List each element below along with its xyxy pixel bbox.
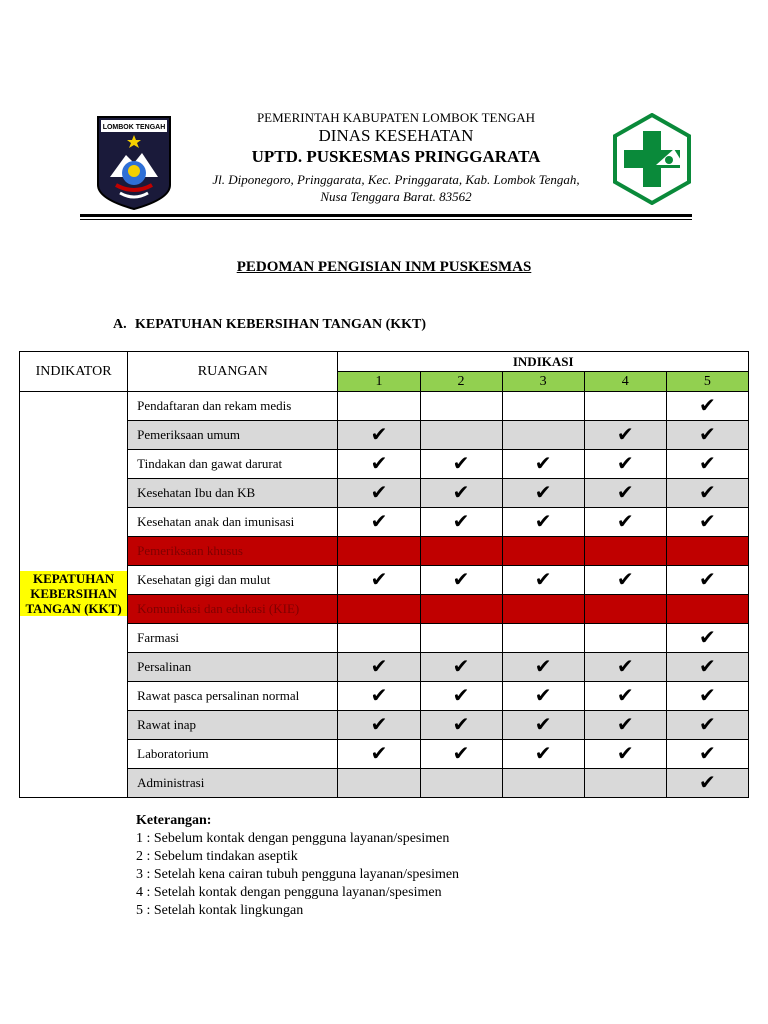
indication-number: 4	[584, 372, 666, 392]
check-icon: ✔	[534, 451, 552, 475]
indication-cell	[666, 450, 748, 479]
indication-cell	[338, 421, 420, 450]
indication-number: 2	[420, 372, 502, 392]
indication-cell	[584, 450, 666, 479]
check-icon: ✔	[699, 741, 716, 765]
check-icon: ✔	[616, 451, 634, 475]
indication-cell	[502, 566, 584, 595]
indication-cell	[502, 450, 584, 479]
address	[180, 171, 612, 205]
indication-cell	[502, 479, 584, 508]
check-icon: ✔	[616, 422, 634, 446]
note-item: 5 : Setelah kontak lingkungan	[136, 903, 304, 918]
indication-cell	[338, 392, 420, 421]
check-icon: ✔	[699, 625, 716, 649]
check-icon: ✔	[699, 451, 716, 475]
table-row	[20, 537, 749, 566]
indication-cell	[584, 537, 666, 566]
indication-cell	[584, 479, 666, 508]
room-name: Pendaftaran dan rekam medis	[128, 392, 338, 421]
check-icon: ✔	[534, 712, 552, 736]
notes-title: Keterangan:	[136, 813, 212, 828]
check-icon: ✔	[452, 509, 470, 533]
check-icon: ✔	[370, 741, 388, 765]
indicator-cell	[20, 392, 128, 798]
table-row	[20, 392, 749, 421]
check-icon: ✔	[616, 509, 634, 533]
lombok-tengah-emblem	[96, 115, 172, 211]
check-icon: ✔	[616, 683, 634, 707]
check-icon: ✔	[452, 712, 470, 736]
kkt-table	[19, 351, 749, 798]
indication-cell	[584, 508, 666, 537]
indication-cell	[584, 566, 666, 595]
room-name: Rawat inap	[128, 711, 338, 740]
check-icon: ✔	[699, 480, 716, 504]
check-icon: ✔	[534, 654, 552, 678]
indication-cell	[584, 769, 666, 798]
room-name: Rawat pasca persalinan normal	[128, 682, 338, 711]
indication-cell	[338, 566, 420, 595]
indication-cell	[584, 421, 666, 450]
indicator-label: KEPATUHAN KEBERSIHAN TANGAN (KKT)	[20, 571, 127, 616]
check-icon: ✔	[699, 683, 716, 707]
indication-cell	[420, 740, 502, 769]
room-name: Kesehatan anak dan imunisasi	[128, 508, 338, 537]
indication-cell	[584, 740, 666, 769]
indication-number: 3	[502, 372, 584, 392]
note-item: 1 : Sebelum kontak dengan pengguna layanan/spesimen	[136, 831, 450, 846]
indication-cell	[666, 392, 748, 421]
indication-number: 5	[666, 372, 748, 392]
indication-cell	[666, 508, 748, 537]
indication-cell	[502, 421, 584, 450]
indication-cell	[420, 450, 502, 479]
indication-cell	[584, 392, 666, 421]
indication-cell	[584, 682, 666, 711]
check-icon: ✔	[452, 451, 470, 475]
indication-cell	[338, 508, 420, 537]
check-icon: ✔	[699, 422, 716, 446]
check-icon: ✔	[616, 480, 634, 504]
indication-cell	[420, 508, 502, 537]
indication-cell	[666, 537, 748, 566]
indication-cell	[338, 740, 420, 769]
table-row	[20, 508, 749, 537]
check-icon: ✔	[699, 712, 716, 736]
note-item: 4 : Setelah kontak dengan pengguna layanan/spesimen	[136, 885, 442, 900]
check-icon: ✔	[370, 567, 388, 591]
indication-cell	[338, 769, 420, 798]
indication-cell	[338, 479, 420, 508]
puskesmas-logo	[612, 113, 692, 205]
header-room: RUANGAN	[128, 352, 338, 392]
indication-cell	[338, 682, 420, 711]
indication-cell	[420, 421, 502, 450]
note-item: 3 : Setelah kena cairan tubuh pengguna layanan/spesimen	[136, 867, 460, 882]
indication-cell	[338, 450, 420, 479]
table-row	[20, 653, 749, 682]
check-icon: ✔	[616, 567, 634, 591]
room-name: Administrasi	[128, 769, 338, 798]
table-row	[20, 450, 749, 479]
document-title: PEDOMAN PENGISIAN INM PUSKESMAS	[236, 259, 532, 275]
check-icon: ✔	[370, 480, 388, 504]
indication-cell	[420, 624, 502, 653]
indication-cell	[584, 624, 666, 653]
check-icon: ✔	[452, 654, 470, 678]
letterhead-divider-thick	[80, 214, 692, 217]
indication-cell	[420, 595, 502, 624]
check-icon: ✔	[370, 683, 388, 707]
room-name: Komunikasi dan edukasi (KIE)	[128, 595, 338, 624]
table-row	[20, 624, 749, 653]
room-name: Pemeriksaan khusus	[128, 537, 338, 566]
table-row	[20, 566, 749, 595]
section-heading	[113, 318, 426, 332]
notes	[136, 812, 459, 920]
check-icon: ✔	[452, 480, 470, 504]
table-row	[20, 682, 749, 711]
check-icon: ✔	[370, 712, 388, 736]
indication-cell	[420, 653, 502, 682]
indication-cell	[502, 653, 584, 682]
check-icon: ✔	[370, 422, 388, 446]
indication-cell	[666, 740, 748, 769]
room-name: Kesehatan Ibu dan KB	[128, 479, 338, 508]
indication-cell	[502, 595, 584, 624]
check-icon: ✔	[452, 567, 470, 591]
indication-cell	[584, 653, 666, 682]
indication-cell	[420, 682, 502, 711]
address-line-1: Jl. Diponegoro, Pringgarata, Kec. Pringgarata, Kab. Lombok Tengah,	[212, 172, 580, 187]
check-icon: ✔	[534, 567, 552, 591]
table-row	[20, 711, 749, 740]
check-icon: ✔	[699, 654, 716, 678]
indication-cell	[666, 711, 748, 740]
check-icon: ✔	[534, 480, 552, 504]
check-icon: ✔	[452, 741, 470, 765]
check-icon: ✔	[370, 654, 388, 678]
indication-cell	[420, 537, 502, 566]
indication-cell	[502, 508, 584, 537]
indication-cell	[502, 711, 584, 740]
check-icon: ✔	[699, 509, 716, 533]
section-letter: A.	[113, 317, 127, 332]
check-icon: ✔	[534, 741, 552, 765]
indication-cell	[666, 479, 748, 508]
check-icon: ✔	[534, 509, 552, 533]
indication-cell	[666, 769, 748, 798]
indication-cell	[584, 595, 666, 624]
indication-cell	[420, 566, 502, 595]
check-icon: ✔	[699, 393, 716, 417]
indication-number: 1	[338, 372, 420, 392]
indication-cell	[502, 537, 584, 566]
indication-cell	[420, 711, 502, 740]
room-name: Pemeriksaan umum	[128, 421, 338, 450]
indication-cell	[420, 769, 502, 798]
indication-cell	[666, 566, 748, 595]
room-name: Persalinan	[128, 653, 338, 682]
table-row	[20, 595, 749, 624]
header-indication: INDIKASI	[338, 352, 749, 372]
indication-cell	[584, 711, 666, 740]
table-row	[20, 479, 749, 508]
check-icon: ✔	[452, 683, 470, 707]
indication-cell	[338, 624, 420, 653]
check-icon: ✔	[616, 712, 634, 736]
room-name: Kesehatan gigi dan mulut	[128, 566, 338, 595]
room-name: Tindakan dan gawat darurat	[128, 450, 338, 479]
indication-cell	[420, 479, 502, 508]
indication-cell	[338, 595, 420, 624]
indication-cell	[502, 740, 584, 769]
header-indicator: INDIKATOR	[20, 352, 128, 392]
indication-cell	[420, 392, 502, 421]
check-icon: ✔	[616, 654, 634, 678]
department-name: DINAS KESEHATAN	[318, 126, 474, 145]
indication-cell	[666, 653, 748, 682]
table-row	[20, 740, 749, 769]
check-icon: ✔	[370, 451, 388, 475]
address-line-2: Nusa Tenggara Barat. 83562	[320, 189, 472, 204]
indication-cell	[338, 653, 420, 682]
government-name: PEMERINTAH KABUPATEN LOMBOK TENGAH	[256, 110, 536, 125]
indication-cell	[502, 392, 584, 421]
indication-cell	[338, 711, 420, 740]
check-icon: ✔	[699, 567, 716, 591]
check-icon: ✔	[699, 770, 716, 794]
indication-cell	[666, 421, 748, 450]
indication-cell	[502, 624, 584, 653]
indication-cell	[502, 682, 584, 711]
table-row	[20, 421, 749, 450]
check-icon: ✔	[370, 509, 388, 533]
indication-cell	[338, 537, 420, 566]
note-item: 2 : Sebelum tindakan aseptik	[136, 849, 298, 864]
section-title: KEPATUHAN KEBERSIHAN TANGAN (KKT)	[135, 317, 427, 332]
letterhead-divider-thin	[80, 219, 692, 220]
indication-cell	[666, 682, 748, 711]
room-name: Farmasi	[128, 624, 338, 653]
check-icon: ✔	[534, 683, 552, 707]
check-icon: ✔	[616, 741, 634, 765]
institution-name: UPTD. PUSKESMAS PRINGGARATA	[251, 147, 541, 166]
indication-cell	[666, 595, 748, 624]
room-name: Laboratorium	[128, 740, 338, 769]
indication-cell	[666, 624, 748, 653]
svg-text:LOMBOK TENGAH: LOMBOK TENGAH	[102, 124, 166, 131]
indication-cell	[502, 769, 584, 798]
table-row	[20, 769, 749, 798]
